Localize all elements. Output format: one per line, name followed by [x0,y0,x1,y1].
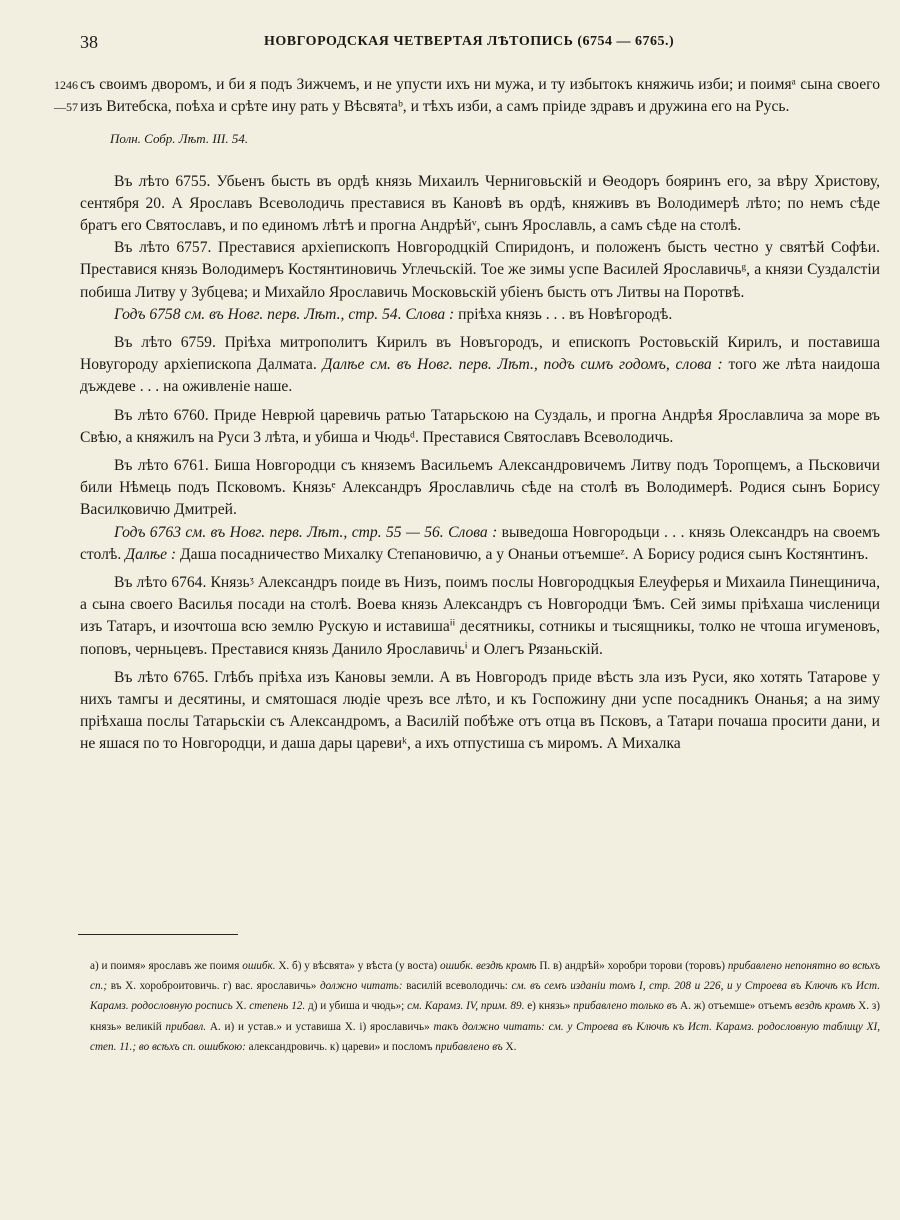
footnote-editorial: степень 12. [249,1000,306,1013]
footnote-editorial: прибавл. [165,1020,207,1033]
footnote-editorial: такъ должно читать: см. у Строева въ Ключѣ къ Ист. Карамз. родословную таблицу XI, степ. 11.; во всѣхъ сп. ошибкою: [90,1020,881,1053]
footnote-editorial: прибавлено только въ [573,1000,678,1013]
entry-6759-editorial: Далѣе см. въ Новг. перв. Лѣт., подъ симъ годомъ, слова : [322,356,723,374]
entry-6758 [80,304,880,326]
entry-6763-text-b: Даша посадничество Михалку Степановичю, а у Онаньи отъемшеᶻ. А Борису родися сынъ Костянтинъ. [176,545,869,563]
running-title: НОВГОРОДСКАЯ ЧЕТВЕРТАЯ ЛѢТОПИСЬ (6754 — 6765.) [264,34,675,49]
footnotes [90,956,880,1057]
entry-6761: Въ лѣто 6761. Биша Новгородци съ княземъ Васильемъ Александровичемъ Литву подъ Торопцемъ, а Пьсковичи били Нѣмець подъ Псковомъ. Князьᵉ Александръ Ярославличь сѣде на столѣ въ Володимерѣ. Родися сынъ Борису Василковичю Дмитрей. [80,457,880,519]
footnote-text: А. и) и устав.» и уставиша Х. і) ярославичь» [206,1020,434,1033]
entry-6760: Въ лѣто 6760. Приде Неврюй царевичь ратью Татарьскою на Суздаль, и прогна Андрѣя Ярославлича за море въ Свѣю, а княжилъ на Руси 3 лѣта, и убиша и Чюдьᵈ. Преставися Святославъ Всеволодичь. [80,406,880,446]
footnote-editorial: см. въ семъ изданіи томъ I, стр. 208 и 226, и у Строева въ Ключѣ къ Ист. Карамз. родословную роспись [90,980,880,1013]
entry-6758-editorial: Годъ 6758 см. въ Новг. перв. Лѣт., стр. 54. Слова : [114,305,455,323]
paragraph-1-text: съ своимъ дворомъ, и би я подъ Зижчемъ, и не упусти ихъ ни мужа, и ту избытокъ княжичь изби; и поимяᵃ сына своего изъ Витебска, поѣха и срѣте ину рать у Вѣсвятаᵇ, и тѣхъ изби, а самъ пріиде здравъ и дружина его на Русь. [80,76,880,116]
entry-6758-text: пріѣха князь . . . въ Новѣгородѣ. [454,305,673,323]
footnote-text: П. в) андрѣй» хоробри торови (торовъ) [536,960,728,972]
paragraph-1 [54,74,880,118]
margin-years: 1246 —57 [54,78,78,114]
entry-6764: Въ лѣто 6764. Князьᶾ Александръ поиде въ Низъ, поимъ послы Новгородцкыя Елеуферья и Михаила Пинещинича, а сына своего Василья посади на столѣ. Воева князь Александръ съ Новгородци Ѣмъ. Сей зимы пріѣхаша численици изъ Татаръ, и изочтоша всю землю Рускую и иставишаⁱⁱ десятникы, сотникы и тысящникы, толко не чтоша игуменовъ, поповъ, черньцевъ. Преставися князь Данило Ярославичьⁱ и Олегъ Рязаньскій. [80,574,880,658]
chronicle-text [54,74,881,756]
page-header [80,30,880,56]
footnote-editorial: ошибк. вездѣ кромѣ [439,960,537,972]
entry-6763-text-a: выведоша Новгородьци . . . князь Олександръ на своемъ столѣ. [80,523,880,563]
footnote-editorial: должно читать: [319,980,403,993]
footnote-text: А. ж) отъемше» отъемъ [677,1000,795,1013]
source-reference: Полн. Собр. Лѣт. III. 54. [110,131,249,147]
footnote-text: Х. б) у вѣсвята» у вѣста (у воста) [275,960,440,972]
footnote-editorial: прибавлено въ [435,1040,503,1053]
entry-6757: Въ лѣто 6757. Преставися архіепископъ Новгородцкій Спиридонъ, и положенъ бысть честно у святѣй Софѣи. Преставися князь Володимеръ Костянтиновичь Углечьскій. Тое же зимы успе Василей Ярославичьᵍ, а князи Суздалстіи побиша Литву у Зубцева; и Михайло Ярославичь Московьскій убіенъ бысть отъ Литвы на Поротвѣ. [80,239,880,301]
footnote-editorial: вездѣ кромѣ [794,1000,856,1013]
entry-6755: Въ лѣто 6755. Убьенъ бысть въ ордѣ князь Михаилъ Черниговьскій и Ѳеодоръ бояринъ его, за вѣру Христову, сентября 20. А Ярославъ Всеволодичь преставися въ Кановѣ въ ордѣ, княживъ въ Володимерѣ лѣто; по немъ сѣде братъ его Святославъ, и по единомъ лѣтѣ и прогна Андрѣйᵛ, сынъ Ярославль, а самъ сѣде на столѣ. [80,172,880,235]
footnote-text: д) и убиша и чюдь»; [305,1000,408,1013]
footnote-text: александровичь. к) цареви» и посломъ [245,1040,436,1053]
footnote-text: а) и поимя» ярославъ же поимя [90,960,243,972]
entry-6759 [80,332,880,399]
entry-6763-editorial-2: Далѣе : [125,545,177,563]
footnote-editorial: ошибк. [242,960,276,972]
footnote-divider [78,934,238,935]
footnote-text: е) князь» [524,1000,574,1013]
entry-6763 [80,522,880,566]
footnote-text: въ Х. хороброитовичь. г) вас. ярославичь» [107,980,320,993]
entry-6759-text-a: Въ лѣто 6759. Пріѣха митрополитъ Кирилъ въ Новъгородъ, и епископъ Ростовьскій Кирилъ, и поставиша Новугороду архіепископа Далмата. [80,334,880,374]
entry-6763-editorial: Годъ 6763 см. въ Новг. перв. Лѣт., стр. 55 — 56. Слова : [114,523,498,541]
footnote-text: Х. [502,1040,517,1053]
entry-6765: Въ лѣто 6765. Глѣбъ пріѣха изъ Кановы земли. А въ Новгородъ приде вѣсть зла изъ Руси, яко хотять Татарове у нихъ тамгы и десятины, и смятошася людіе чрезъ все лѣто, и къ Госпожину дни успе посадникъ Онанья; а на зиму пріѣхаша послы Татарьскіи съ Александромъ, а Василій побѣже отъ отца въ Псковъ, а Татари почаша просити дани, и не яшася по то Новгородци, и даша дары царевиᵏ, а ихъ отпустиша съ миромъ. А Михалка [80,668,880,753]
footnote-text: Х. [232,1000,250,1013]
footnote-editorial: прибавлено непонятно во всѣхъ сп.; [90,960,881,993]
entry-6759-text-b: того же лѣта наидоша дъждеве . . . на оживленіе наше. [80,356,881,396]
page-number: 38 [80,32,98,52]
footnote-text: василій всеволодичь: [402,980,512,993]
footnote-text: Х. з) князь» великій [90,1000,880,1033]
footnote-editorial: см. Карамз. IV, прим. 89. [407,1000,525,1013]
